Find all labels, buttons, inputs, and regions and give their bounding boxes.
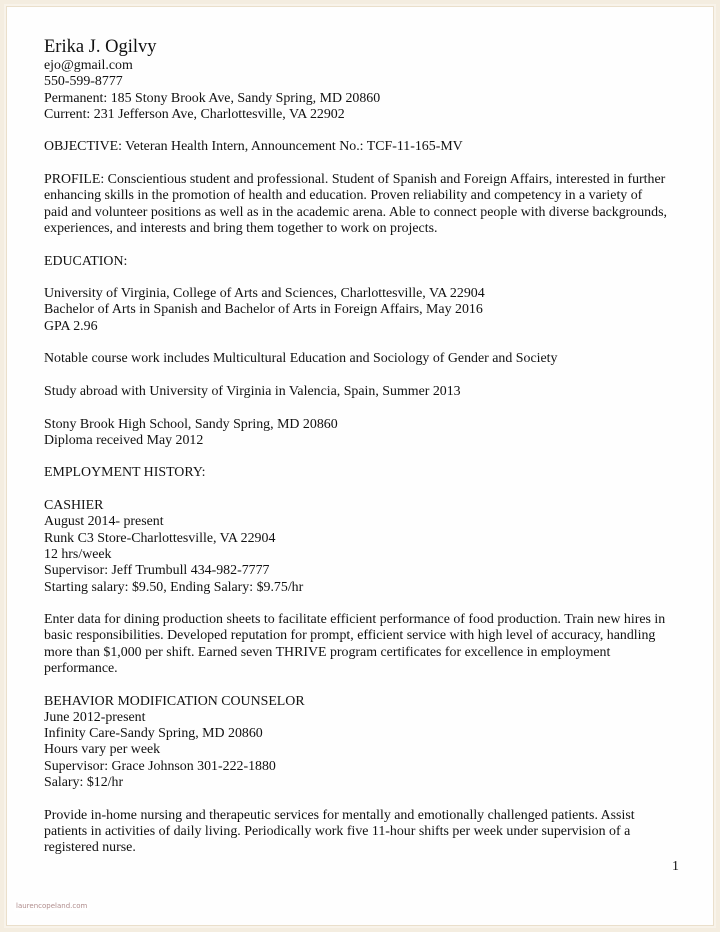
- profile-line: PROFILE: Conscientious student and professional. Student of Spanish and Foreign Affairs, interested in further: [44, 172, 666, 188]
- job-hours: 12 hrs/week: [44, 546, 112, 562]
- applicant-name: Erika J. Ogilvy: [44, 37, 157, 57]
- email: ejo@gmail.com: [44, 58, 133, 73]
- phone: 550-599-8777: [44, 74, 123, 90]
- education-coursework: Notable course work includes Multicultural Education and Sociology of Gender and Society: [44, 351, 558, 367]
- job-supervisor: Supervisor: Grace Johnson 301-222-1880: [44, 758, 276, 774]
- job-salary: Salary: $12/hr: [44, 775, 124, 791]
- job-description-line: registered nurse.: [44, 840, 136, 856]
- education-gpa: GPA 2.96: [44, 318, 98, 334]
- permanent-address: Permanent: 185 Stony Brook Ave, Sandy Spring, MD 20860: [44, 90, 381, 106]
- job-entry: [44, 694, 684, 857]
- job-dates: August 2014- present: [44, 514, 164, 530]
- job-description-line: patients in activities of daily living. Periodically work five 11-hour shifts per week under supervision of a: [44, 823, 631, 839]
- profile-paragraph: [44, 172, 684, 237]
- job-employer: Runk C3 Store-Charlottesville, VA 22904: [44, 530, 276, 546]
- education-study-abroad: Study abroad with University of Virginia in Valencia, Spain, Summer 2013: [44, 383, 461, 399]
- education-diploma: Diploma received May 2012: [44, 432, 204, 448]
- job-description-line: Provide in-home nursing and therapeutic services for mentally and emotionally challenged patients. Assist: [44, 807, 635, 823]
- objective: OBJECTIVE: Veteran Health Intern, Announcement No.: TCF-11-165-MV: [44, 139, 463, 155]
- education-high-school: Stony Brook High School, Sandy Spring, MD 20860: [44, 416, 338, 432]
- job-title: CASHIER: [44, 498, 104, 514]
- job-supervisor: Supervisor: Jeff Trumbull 434-982-7777: [44, 563, 270, 579]
- employment-heading: EMPLOYMENT HISTORY:: [44, 465, 206, 481]
- page-number: 1: [672, 859, 679, 874]
- education-university: University of Virginia, College of Arts and Sciences, Charlottesville, VA 22904: [44, 286, 485, 302]
- job-hours: Hours vary per week: [44, 742, 161, 758]
- watermark-label: laurencopeland.com: [16, 902, 88, 910]
- job-salary: Starting salary: $9.50, Ending Salary: $9.75/hr: [44, 579, 304, 595]
- job-title: BEHAVIOR MODIFICATION COUNSELOR: [44, 693, 305, 709]
- education-heading: EDUCATION:: [44, 253, 128, 269]
- profile-line: enhancing skills in the promotion of health and education. Proven reliability and competency in a variety of: [44, 188, 643, 204]
- current-address: Current: 231 Jefferson Ave, Charlottesville, VA 22902: [44, 106, 345, 122]
- profile-line: experiences, and interests and bring them together to work on projects.: [44, 220, 438, 236]
- job-dates: June 2012-present: [44, 709, 146, 725]
- job-description-line: Enter data for dining production sheets to facilitate efficient performance of food production. Train new hires in: [44, 612, 666, 628]
- education-degree: Bachelor of Arts in Spanish and Bachelor of Arts in Foreign Affairs, May 2016: [44, 302, 483, 318]
- profile-line: paid and volunteer positions as well as in the academic arena. Able to connect people with diverse backgrounds,: [44, 204, 667, 220]
- job-description-line: basic responsibilities. Developed reputation for prompt, efficient service with high level of accuracy, handling: [44, 628, 656, 644]
- job-description-line: more than $1,000 per shift. Earned seven THRIVE program certificates for excellence in employment: [44, 644, 611, 660]
- resume-content: [44, 36, 684, 857]
- job-entry: [44, 498, 684, 677]
- resume-page: [6, 6, 714, 926]
- job-description-line: performance.: [44, 660, 118, 676]
- job-employer: Infinity Care-Sandy Spring, MD 20860: [44, 726, 263, 742]
